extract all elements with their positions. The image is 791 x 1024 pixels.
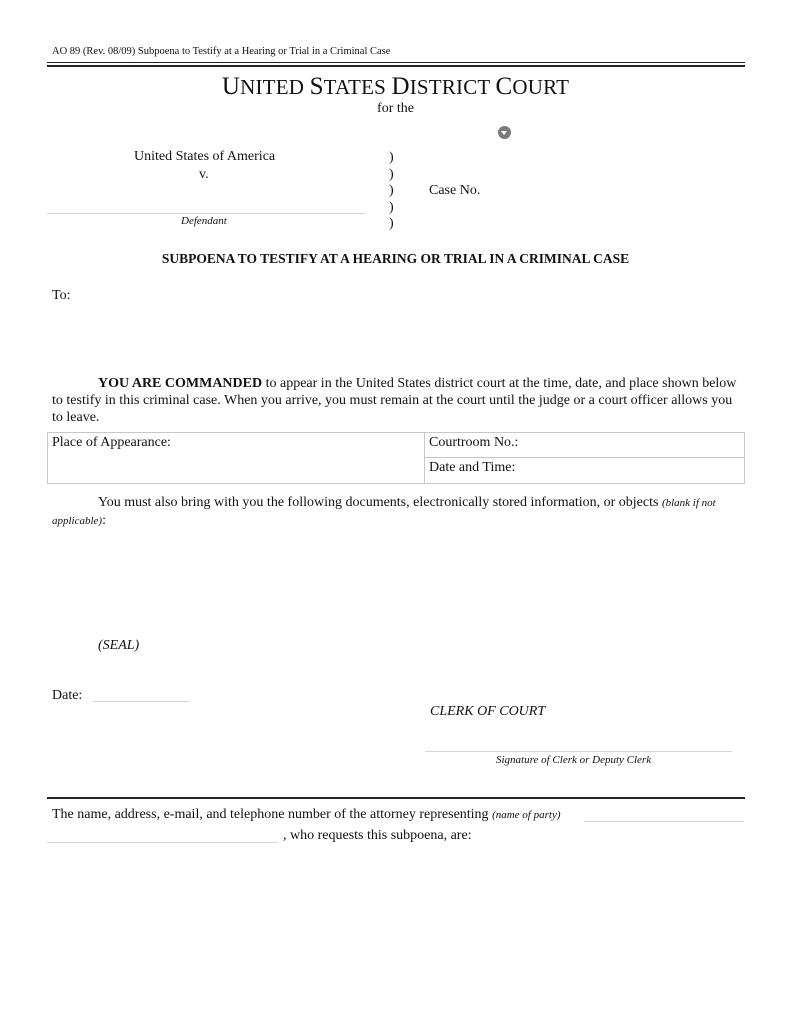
date-label: Date:: [52, 688, 83, 703]
appearance-divider: [424, 433, 425, 483]
form-id: AO 89 (Rev. 08/09) Subpoena to Testify at a Hearing or Trial in a Criminal Case: [52, 46, 391, 57]
documents-note: (blank if not applicable): [52, 497, 716, 527]
caption-paren: ): [389, 166, 394, 182]
courtroom-label: Courtroom No.:: [429, 435, 519, 450]
command-paragraph: [52, 375, 745, 426]
signature-label: Signature of Clerk or Deputy Clerk: [496, 754, 652, 766]
caption-paren: ): [389, 150, 394, 165]
defendant-label: Defendant: [181, 215, 227, 227]
for-the-label: for the: [377, 101, 414, 116]
attorney-paragraph: [52, 807, 561, 823]
date-time-label: Date and Time:: [429, 460, 516, 475]
party-name-field[interactable]: [584, 821, 744, 822]
versus-label: v.: [199, 167, 209, 182]
defendant-field[interactable]: [47, 213, 365, 214]
case-no-label: Case No.: [429, 183, 481, 198]
court-title: UNITED STATES DISTRICT COURT: [221, 73, 570, 100]
documents-text: You must also bring with you the following documents, electronically stored information, or objects: [98, 495, 662, 510]
attorney-name-field[interactable]: [47, 842, 278, 843]
caption-paren: ): [389, 183, 394, 198]
attorney-rule: [47, 797, 745, 799]
appearance-divider: [424, 457, 744, 458]
header-rule-top: [47, 62, 745, 63]
clerk-of-court-label: CLERK OF COURT: [430, 704, 546, 719]
caption-paren: ): [389, 216, 394, 231]
party-note: (name of party): [492, 809, 561, 821]
attorney-text-line2: , who requests this subpoena, are:: [283, 828, 472, 843]
date-field[interactable]: [93, 701, 189, 702]
to-label: To:: [52, 288, 71, 303]
seal-label: (SEAL): [98, 638, 140, 653]
plaintiff-name: United States of America: [134, 149, 276, 164]
documents-paragraph: You must also bring with you the following documents, electronically stored information, or objects (blank if not applicable):: [52, 495, 716, 528]
appearance-table: [47, 432, 745, 484]
attorney-text: The name, address, e-mail, and telephone number of the attorney representing: [52, 807, 493, 822]
clerk-signature-field[interactable]: [425, 751, 732, 752]
subpoena-heading: SUBPOENA TO TESTIFY AT A HEARING OR TRIAL IN A CRIMINAL CASE: [161, 251, 630, 266]
command-text: to appear in the United States district court at the time, date, and place shown below to testify in this criminal case. When you arrive, you must remain at the court until the judge or a court officer allows you to leave.: [52, 376, 737, 425]
caption-paren: ): [389, 199, 394, 215]
place-of-appearance-label: Place of Appearance:: [52, 435, 171, 450]
command-bold: YOU ARE COMMANDED: [98, 376, 263, 391]
district-dropdown-icon[interactable]: [498, 126, 511, 139]
header-rule-bottom: [47, 65, 745, 67]
